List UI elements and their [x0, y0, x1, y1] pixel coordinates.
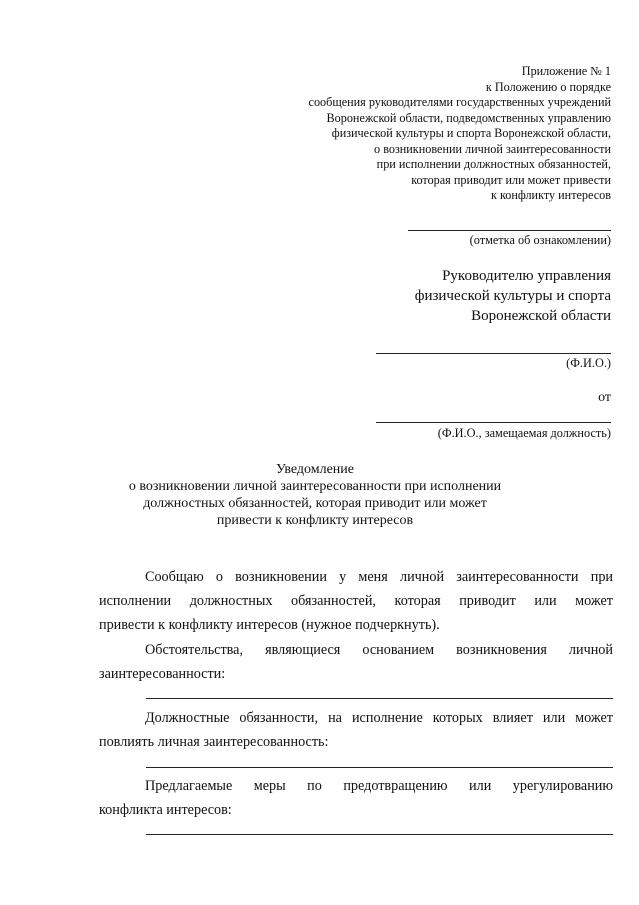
measures-fill-line[interactable]: [146, 834, 613, 835]
paragraph-duties: [99, 706, 613, 754]
appendix-line: которая приводит или может привести: [411, 172, 611, 187]
addressee-block: [415, 266, 611, 326]
paragraph-line: Сообщаю о возникновении у меня личной заинтересованности при: [145, 569, 613, 585]
paragraph-line: привести к конфликту интересов (нужное подчеркнуть).: [99, 617, 440, 633]
appendix-line: о возникновении личной заинтересованности: [374, 141, 611, 156]
document-title: [40, 461, 590, 529]
paragraph-line: заинтересованности:: [99, 666, 226, 682]
appendix-line: к конфликту интересов: [491, 188, 611, 202]
appendix-header: [309, 64, 611, 204]
acknowledgement-caption: (отметка об ознакомлении): [469, 233, 611, 247]
appendix-line: Воронежской области, подведомственных управлению: [326, 110, 611, 125]
acknowledgement-line: [408, 230, 611, 231]
duties-fill-line[interactable]: [146, 767, 613, 768]
paragraph-line: Должностные обязанности, на исполнение которых влияет или может: [145, 710, 613, 726]
addressee-line: Руководителю управления: [442, 268, 611, 284]
title-line: привести к конфликту интересов: [216, 513, 414, 528]
from-label: от: [598, 390, 611, 405]
paragraph-line: Предлагаемые меры по предотвращению или урегулированию: [145, 778, 613, 794]
appendix-line: к Положению о порядке: [485, 79, 611, 94]
paragraph-statement: [99, 565, 613, 637]
sender-line: [376, 422, 611, 423]
addressee-fio-caption: (Ф.И.О.): [566, 356, 611, 370]
paragraph-line: повлиять личная заинтересованность:: [99, 734, 329, 750]
appendix-line: физической культуры и спорта Воронежской области,: [331, 126, 611, 140]
addressee-fio-line: [376, 353, 611, 354]
paragraph-line: исполнении должностных обязанностей, которая приводит или может: [99, 593, 613, 609]
appendix-line: Приложение № 1: [521, 64, 611, 78]
sender-caption: (Ф.И.О., замещаемая должность): [437, 426, 611, 440]
addressee-line: Воронежской области: [471, 308, 611, 324]
paragraph-line: Обстоятельства, являющиеся основанием возникновения личной: [145, 642, 613, 658]
title-line: Уведомление: [275, 462, 354, 477]
addressee-line: физической культуры и спорта: [414, 288, 611, 304]
paragraph-line: конфликта интересов:: [99, 802, 232, 818]
appendix-line: сообщения руководителями государственных учреждений: [308, 95, 611, 109]
paragraph-measures: [99, 774, 613, 822]
paragraph-circumstances: [99, 638, 613, 686]
appendix-line: при исполнении должностных обязанностей,: [376, 157, 611, 171]
title-line: должностных обязанностей, которая приводит или может: [143, 496, 487, 511]
title-line: о возникновении личной заинтересованности при исполнении: [128, 479, 502, 494]
circumstances-fill-line[interactable]: [146, 698, 613, 699]
